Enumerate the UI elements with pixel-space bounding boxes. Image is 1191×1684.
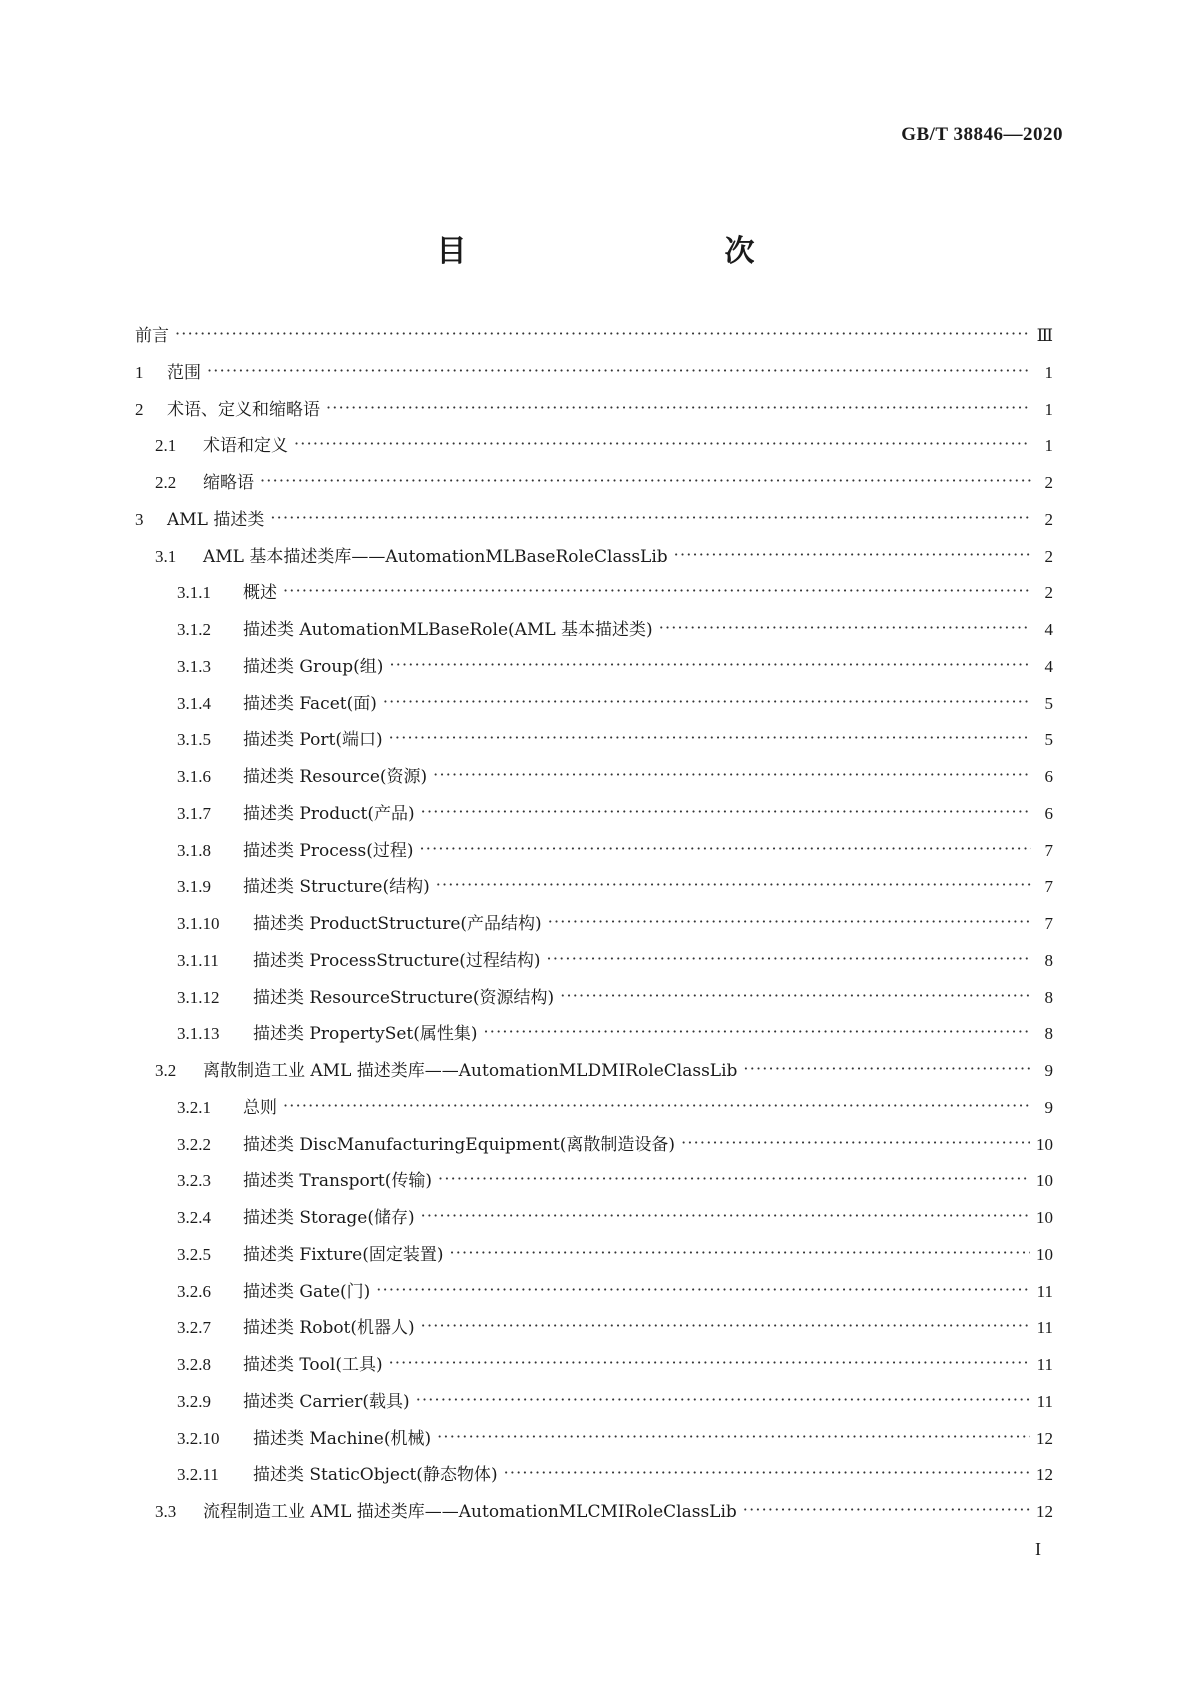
toc-entry[interactable] bbox=[135, 1056, 1053, 1093]
toc-entry-number: 3.1.6 bbox=[177, 767, 211, 786]
toc-leader-dots bbox=[270, 508, 1031, 525]
toc-entry-number: 3.2 bbox=[155, 1061, 177, 1080]
toc-entry-page: 4 bbox=[1044, 656, 1053, 676]
toc-leader-dots bbox=[175, 324, 1031, 341]
toc-entry-number: 3.1.8 bbox=[177, 840, 211, 860]
toc-list bbox=[135, 321, 1053, 1534]
toc-entry-title: 描述类 Group(组) bbox=[243, 656, 384, 677]
toc-leader-dots bbox=[436, 875, 1031, 892]
toc-entry-title: 离散制造工业 AML 描述类库——AutomationMLDMIRoleClassLib bbox=[203, 1061, 738, 1081]
toc-entry-number: 3.2.6 bbox=[177, 1281, 211, 1301]
toc-entry-page: 12 bbox=[1036, 1465, 1053, 1485]
toc-leader-dots bbox=[681, 1133, 1030, 1150]
toc-entry-number: 3.2.3 bbox=[177, 1171, 211, 1191]
toc-entry-number: 3.1.13 bbox=[177, 1024, 220, 1044]
page-number: I bbox=[1035, 1539, 1041, 1559]
toc-entry-page: 6 bbox=[1044, 767, 1053, 786]
toc-entry-page: 9 bbox=[1044, 1097, 1053, 1117]
toc-leader-dots bbox=[433, 765, 1031, 782]
toc-leader-dots bbox=[484, 1022, 1031, 1039]
toc-entry-title: 描述类 Carrier(载具) bbox=[243, 1391, 410, 1412]
toc-entry-title: 描述类 ProductStructure(产品结构) bbox=[253, 914, 542, 934]
toc-entry-title: 描述类 Tool(工具) bbox=[243, 1355, 383, 1375]
toc-entry-number: 3.3 bbox=[155, 1502, 177, 1521]
toc-entry-number: 3.1.5 bbox=[177, 730, 211, 750]
toc-entry-page: 7 bbox=[1044, 914, 1053, 933]
toc-entry-page: 7 bbox=[1044, 877, 1053, 897]
toc-entry-title: 总则 bbox=[243, 1097, 277, 1118]
toc-entry-title: 描述类 Transport(传输) bbox=[243, 1171, 433, 1192]
toc-entry[interactable] bbox=[135, 689, 1053, 726]
toc-entry-number: 3.1.10 bbox=[177, 914, 220, 933]
toc-entry[interactable] bbox=[135, 578, 1053, 615]
toc-leader-dots bbox=[294, 434, 1031, 451]
toc-entry-number: 3 bbox=[135, 509, 144, 529]
toc-entry-page: 2 bbox=[1044, 546, 1053, 566]
toc-entry-number: 3.2.10 bbox=[177, 1428, 220, 1448]
toc-entry-page: 11 bbox=[1036, 1318, 1053, 1338]
toc-leader-dots bbox=[449, 1243, 1030, 1260]
toc-entry-number: 3.2.4 bbox=[177, 1208, 211, 1227]
toc-entry-title: 描述类 Structure(结构) bbox=[243, 877, 430, 898]
toc-entry[interactable] bbox=[135, 395, 1053, 432]
toc-entry-number: 3.2.5 bbox=[177, 1244, 211, 1264]
toc-entry-page: 1 bbox=[1044, 362, 1053, 382]
toc-entry-title: 术语、定义和缩略语 bbox=[167, 399, 320, 420]
toc-entry-title: 描述类 Robot(机器人) bbox=[243, 1318, 415, 1339]
toc-title: 目 次 bbox=[436, 234, 821, 269]
toc-entry[interactable] bbox=[135, 542, 1053, 579]
toc-entry-title: AML 描述类 bbox=[167, 509, 265, 530]
toc-entry[interactable] bbox=[135, 615, 1053, 652]
toc-entry-page: 5 bbox=[1044, 730, 1053, 750]
toc-entry-title: 术语和定义 bbox=[203, 436, 288, 457]
toc-entry-title: 描述类 StaticObject(静态物体) bbox=[253, 1465, 498, 1486]
toc-entry-page: 12 bbox=[1036, 1502, 1053, 1521]
toc-entry-page: 10 bbox=[1036, 1244, 1053, 1264]
toc-entry[interactable] bbox=[135, 909, 1053, 946]
toc-entry[interactable] bbox=[135, 1387, 1053, 1424]
toc-entry-title: 概述 bbox=[243, 583, 277, 604]
toc-entry-page: 10 bbox=[1036, 1134, 1053, 1154]
toc-entry-number: 3.1.7 bbox=[177, 803, 211, 823]
toc-entry-number: 3.1.3 bbox=[177, 656, 211, 676]
toc-leader-dots bbox=[420, 839, 1032, 856]
toc-entry-number: 3.1.11 bbox=[177, 950, 219, 970]
toc-leader-dots bbox=[283, 1096, 1031, 1113]
toc-entry[interactable] bbox=[135, 725, 1053, 762]
toc-entry[interactable] bbox=[135, 1460, 1053, 1497]
toc-entry-page: 9 bbox=[1044, 1061, 1053, 1080]
toc-entry-number: 3.2.2 bbox=[177, 1134, 211, 1154]
toc-entry-page: 8 bbox=[1044, 987, 1053, 1007]
toc-entry-page: 4 bbox=[1044, 620, 1053, 639]
toc-entry-page: 1 bbox=[1044, 399, 1053, 419]
toc-entry-page: 8 bbox=[1044, 1024, 1053, 1044]
toc-entry-title: 范围 bbox=[167, 362, 201, 383]
toc-leader-dots bbox=[504, 1463, 1030, 1480]
toc-entry-title: 描述类 ResourceStructure(资源结构) bbox=[253, 987, 555, 1008]
toc-entry-title: 流程制造工业 AML 描述类库——AutomationMLCMIRoleClassLib bbox=[203, 1502, 737, 1522]
toc-entry-number: 3.1.1 bbox=[177, 583, 211, 603]
toc-entry-page: 8 bbox=[1044, 950, 1053, 970]
toc-leader-dots bbox=[438, 1169, 1030, 1186]
toc-entry-page: 5 bbox=[1044, 693, 1053, 713]
toc-entry-number: 2 bbox=[135, 399, 144, 419]
document-code: GB/T 38846—2020 bbox=[901, 124, 1063, 145]
toc-leader-dots bbox=[260, 471, 1031, 488]
toc-entry-page: 11 bbox=[1036, 1391, 1053, 1411]
toc-entry[interactable] bbox=[135, 321, 1053, 358]
toc-entry[interactable] bbox=[135, 1166, 1053, 1203]
toc-leader-dots bbox=[389, 728, 1031, 745]
toc-leader-dots bbox=[383, 692, 1031, 709]
toc-entry-number: 2.2 bbox=[155, 473, 177, 492]
toc-entry-title: 描述类 Port(端口) bbox=[243, 730, 383, 751]
toc-leader-dots bbox=[674, 545, 1031, 562]
toc-entry-title: 描述类 Product(产品) bbox=[243, 803, 415, 824]
toc-entry-title: AML 基本描述类库——AutomationMLBaseRoleClassLib bbox=[203, 546, 668, 567]
toc-entry-title: 描述类 Machine(机械) bbox=[253, 1428, 432, 1449]
toc-leader-dots bbox=[389, 655, 1031, 672]
toc-entry[interactable] bbox=[135, 431, 1053, 468]
toc-entry-page: 11 bbox=[1036, 1355, 1053, 1374]
toc-entry[interactable] bbox=[135, 1313, 1053, 1350]
toc-entry[interactable] bbox=[135, 1350, 1053, 1387]
toc-entry[interactable] bbox=[135, 1424, 1053, 1461]
toc-entry-number: 3.1 bbox=[155, 546, 177, 566]
toc-entry-number: 3.2.9 bbox=[177, 1391, 211, 1411]
toc-entry[interactable] bbox=[135, 1093, 1053, 1130]
toc-entry-title: 描述类 Resource(资源) bbox=[243, 767, 428, 787]
toc-leader-dots bbox=[283, 581, 1031, 598]
toc-entry-title: 描述类 ProcessStructure(过程结构) bbox=[253, 950, 541, 971]
toc-entry-title: 描述类 Facet(面) bbox=[243, 693, 377, 714]
toc-entry-title: 描述类 Process(过程) bbox=[243, 840, 414, 861]
toc-entry-page: 10 bbox=[1036, 1208, 1053, 1227]
toc-entry[interactable] bbox=[135, 983, 1053, 1020]
toc-entry[interactable] bbox=[135, 358, 1053, 395]
toc-entry[interactable] bbox=[135, 872, 1053, 909]
toc-entry-number: 3.1.12 bbox=[177, 987, 220, 1007]
toc-leader-dots bbox=[743, 1500, 1030, 1517]
toc-entry[interactable] bbox=[135, 1240, 1053, 1277]
toc-entry[interactable] bbox=[135, 505, 1053, 542]
toc-leader-dots bbox=[659, 618, 1031, 635]
toc-entry-title: 描述类 Fixture(固定装置) bbox=[243, 1244, 444, 1265]
toc-leader-dots bbox=[743, 1059, 1031, 1076]
toc-entry[interactable] bbox=[135, 836, 1053, 873]
toc-entry[interactable] bbox=[135, 1203, 1053, 1240]
toc-entry-number: 1 bbox=[135, 362, 144, 382]
toc-entry-number: 3.2.7 bbox=[177, 1318, 211, 1338]
toc-entry[interactable] bbox=[135, 799, 1053, 836]
toc-entry-page: 11 bbox=[1036, 1281, 1053, 1301]
toc-entry-page: 6 bbox=[1044, 803, 1053, 823]
toc-entry-page: Ⅲ bbox=[1036, 326, 1053, 345]
toc-entry-number: 3.2.1 bbox=[177, 1097, 211, 1117]
toc-entry[interactable] bbox=[135, 1497, 1053, 1534]
toc-leader-dots bbox=[207, 361, 1031, 378]
toc-leader-dots bbox=[389, 1353, 1031, 1370]
toc-entry-number: 3.2.11 bbox=[177, 1465, 219, 1485]
toc-leader-dots bbox=[421, 802, 1031, 819]
toc-entry[interactable] bbox=[135, 762, 1053, 799]
toc-leader-dots bbox=[437, 1427, 1030, 1444]
toc-entry-page: 2 bbox=[1044, 473, 1053, 492]
toc-leader-dots bbox=[560, 986, 1031, 1003]
toc-leader-dots bbox=[416, 1390, 1031, 1407]
toc-entry-page: 12 bbox=[1036, 1428, 1053, 1448]
toc-entry[interactable] bbox=[135, 1019, 1053, 1056]
toc-entry-title: 描述类 Storage(储存) bbox=[243, 1208, 415, 1228]
toc-leader-dots bbox=[326, 398, 1031, 415]
toc-entry[interactable] bbox=[135, 652, 1053, 689]
toc-entry-number: 3.1.9 bbox=[177, 877, 211, 897]
toc-entry-number: 3.1.2 bbox=[177, 620, 211, 639]
toc-entry-title: 描述类 DiscManufacturingEquipment(离散制造设备) bbox=[243, 1134, 676, 1155]
toc-leader-dots bbox=[376, 1280, 1030, 1297]
toc-entry-title: 描述类 AutomationMLBaseRole(AML 基本描述类) bbox=[243, 620, 653, 640]
toc-leader-dots bbox=[421, 1206, 1030, 1223]
toc-entry[interactable] bbox=[135, 1277, 1053, 1314]
toc-entry[interactable] bbox=[135, 946, 1053, 983]
toc-entry-number: 2.1 bbox=[155, 436, 177, 456]
toc-entry-page: 1 bbox=[1044, 436, 1053, 456]
toc-entry-number: 3.2.8 bbox=[177, 1355, 211, 1374]
toc-entry-title: 描述类 Gate(门) bbox=[243, 1281, 371, 1302]
toc-entry-title: 缩略语 bbox=[203, 473, 254, 493]
toc-entry[interactable] bbox=[135, 468, 1053, 505]
toc-entry-number: 3.1.4 bbox=[177, 693, 211, 713]
toc-entry-page: 7 bbox=[1044, 840, 1053, 860]
toc-entry[interactable] bbox=[135, 1130, 1053, 1167]
toc-leader-dots bbox=[548, 912, 1031, 929]
toc-entry-page: 2 bbox=[1044, 509, 1053, 529]
toc-entry-title: 描述类 PropertySet(属性集) bbox=[253, 1024, 478, 1045]
toc-leader-dots bbox=[421, 1316, 1031, 1333]
toc-entry-number: 前言 bbox=[135, 326, 169, 345]
toc-leader-dots bbox=[547, 949, 1031, 966]
toc-entry-page: 2 bbox=[1044, 583, 1053, 603]
toc-entry-page: 10 bbox=[1036, 1171, 1053, 1191]
